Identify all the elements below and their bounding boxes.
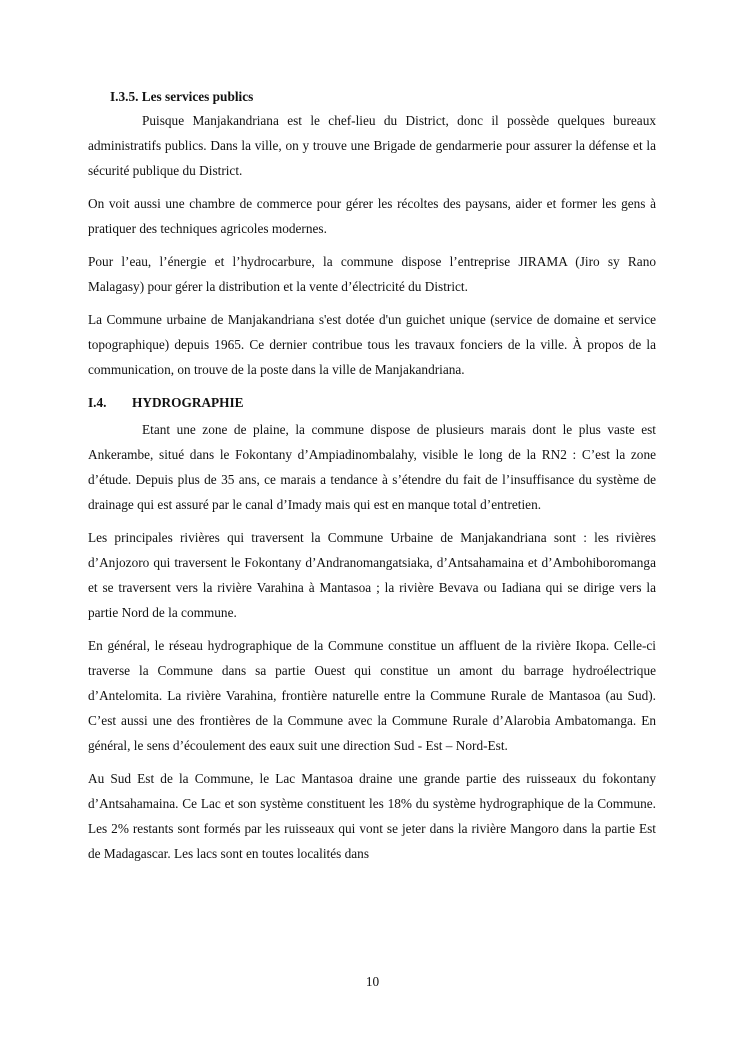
paragraph: Puisque Manjakandriana est le chef-lieu du District, donc il possède quelques bureaux administratifs publics. Dans la ville, on y trouve une Brigade de gendarmerie pour assurer la défense et la sécurité publique du District. — [88, 113, 656, 178]
section-number: I.4. — [88, 395, 107, 410]
paragraph: Etant une zone de plaine, la commune dispose de plusieurs marais dont le plus vaste est Ankerambe, situé dans le Fokontany d’Ampiadinombalahy, visible le long de la RN2 : C’est la zone d’étude. Depuis plus de 35 ans, ce marais a tendance à s’étendre du fait de l’insuffisance du système de drainage qui est assuré par le canal d’Imady mais qui est en manque total d’entretien. — [88, 422, 656, 512]
document-page — [88, 86, 656, 874]
section-heading-hydrographie — [88, 390, 656, 415]
paragraph: On voit aussi une chambre de commerce pour gérer les récoltes des paysans, aider et former les gens à pratiquer des techniques agricoles modernes. — [88, 196, 656, 236]
section-title: HYDROGRAPHIE — [132, 395, 244, 410]
section-heading-services-publics: I.3.5. Les services publics — [110, 89, 254, 104]
page-number: 10 — [365, 974, 380, 989]
paragraph: Pour l’eau, l’énergie et l’hydrocarbure, la commune dispose l’entreprise JIRAMA (Jiro sy Rano Malagasy) pour gérer la distribution et la vente d’électricité du District. — [88, 254, 656, 294]
paragraph: En général, le réseau hydrographique de la Commune constitue un affluent de la rivière Ikopa. Celle-ci traverse la Commune dans sa partie Ouest qui constitue un amont du barrage hydroélectrique d’Antelomita. La rivière Varahina, frontière naturelle entre la Commune Rurale de Mantasoa (au Sud). C’est aussi une des frontières de la Commune avec la Commune Rurale d’Alarobia Ambatomanga. En général, le sens d’écoulement des eaux suit une direction Sud - Est – Nord-Est. — [88, 638, 656, 753]
paragraph: Les principales rivières qui traversent la Commune Urbaine de Manjakandriana sont : les rivières d’Anjozoro qui traversent le Fokontany d’Andranomangatsiaka, d’Antsahamaina et d’Ambohiboromanga et se traversent vers la rivière Varahina à Mantasoa ; la rivière Bevava ou Iadiana qui se dirige vers la partie Nord de la commune. — [88, 530, 656, 620]
paragraph: Au Sud Est de la Commune, le Lac Mantasoa draine une grande partie des ruisseaux du fokontany d’Antsahamaina. Ce Lac et son système constituent les 18% du système hydrographique de la Commune. Les 2% restants sont formés par les ruisseaux qui vont se jeter dans la rivière Mangoro dans la partie Est de Madagascar. Les lacs sont en toutes localités dans — [88, 771, 656, 861]
paragraph: La Commune urbaine de Manjakandriana s'est dotée d'un guichet unique (service de domaine et service topographique) depuis 1965. Ce dernier contribue tous les travaux fonciers de la ville. À propos de la communication, on trouve de la poste dans la ville de Manjakandriana. — [88, 312, 656, 377]
